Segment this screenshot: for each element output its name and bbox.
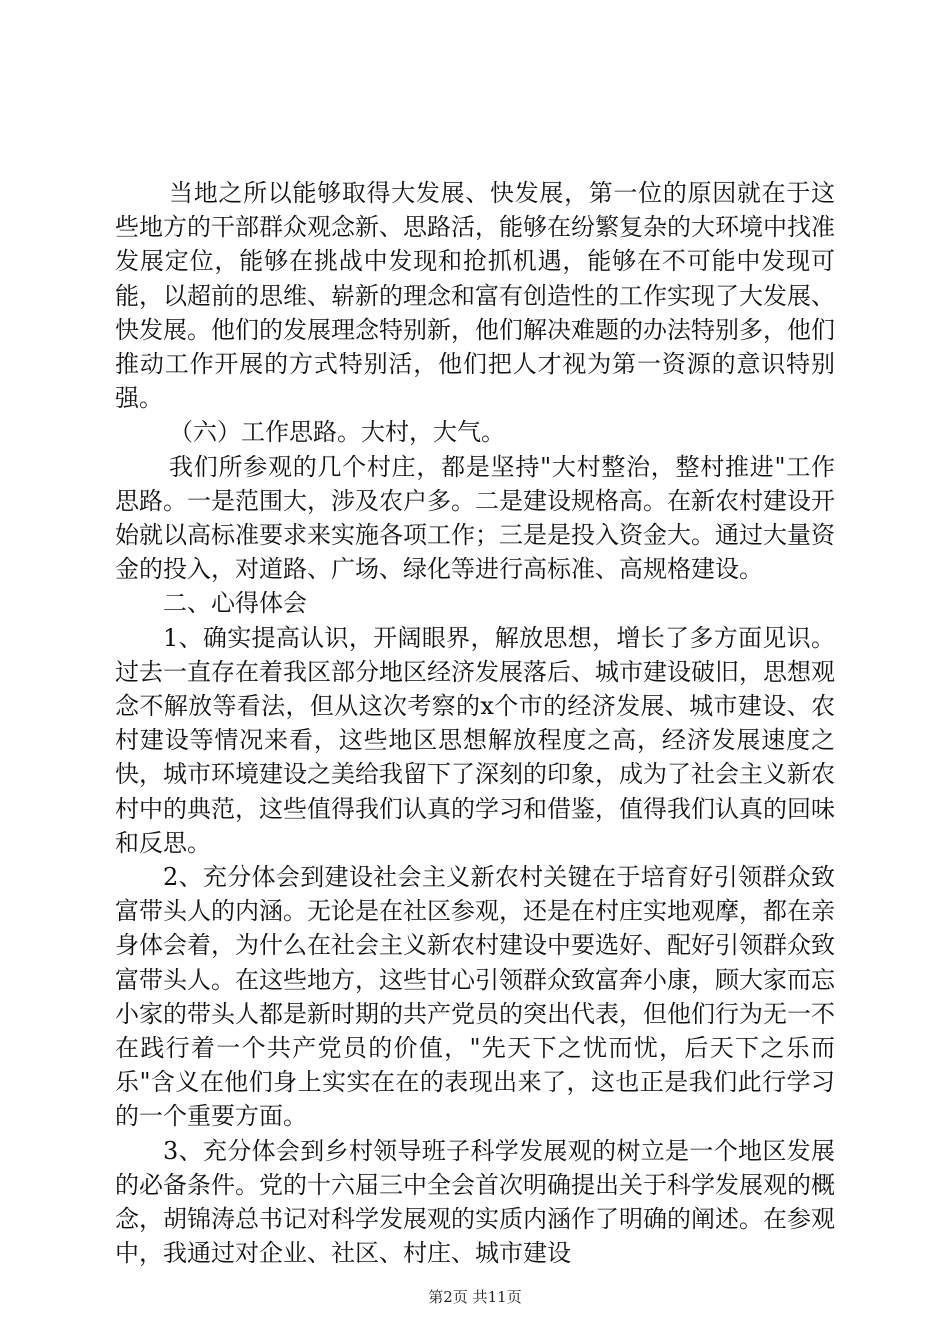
paragraph-development-reasons: 当地之所以能够取得大发展、快发展，第一位的原因就在于这些地方的干部群众观念新、思路活，能够在纷繁复杂的大环境中找准发展定位，能够在挑战中发现和抢抓机遇，能够在不可能中发现可能，以超前的思维、崭新的理念和富有创造性的工作实现了大发展、快发展。他们的发展理念特别新，他们解决难题的办法特别多，他们推动工作开展的方式特别活，他们把人才视为第一资源的意识特别强。: [115, 179, 835, 413]
heading-work-approach: （六）工作思路。大村，大气。: [169, 418, 505, 447]
paragraph-village-renovation: 我们所参观的几个村庄，都是坚持"大村整治，整村推进"工作思路。一是范围大，涉及农户多。二是建设规格高。在新农村建设开始就以高标准要求来实施各项工作；三是是投入资金大。通过大量资金的投入，对道路、广场、绿化等进行高标准、高规格建设。: [115, 452, 835, 584]
paragraph-point-1: 1、确实提高认识，开阔眼界，解放思想，增长了多方面见识。过去一直存在着我区部分地区经济发展落后、城市建设破旧，思想观念不解放等看法，但从这次考察的x个市的经济发展、城市建设、农村建设等情况来看，这些地区思想解放程度之高，经济发展速度之快，城市环境建设之美给我留下了深刻的印象，成为了社会主义新农村中的典范，这些值得我们认真的学习和借鉴，值得我们认真的回味和反思。: [115, 623, 835, 857]
paragraph-point-3: 3、充分体会到乡村领导班子科学发展观的树立是一个地区发展的必备条件。党的十六届三中全会首次明确提出关于科学发展观的概念，胡锦涛总书记对科学发展观的实质内涵作了明确的阐述。在参观中，我通过对企业、社区、村庄、城市建设: [115, 1136, 835, 1268]
document-body: [115, 176, 835, 1271]
heading-experience: 二、心得体会: [163, 589, 307, 618]
page-footer: 第2页 共11页: [428, 1288, 522, 1306]
paragraph-point-2: 2、充分体会到建设社会主义新农村关键在于培育好引领群众致富带头人的内涵。无论是在社区参观，还是在村庄实地观摩，都在亲身体会着，为什么在社会主义新农村建设中要选好、配好引领群众致富带头人。在这些地方，这些甘心引领群众致富奔小康，顾大家而忘小家的带头人都是新时期的共产党员的突出代表，但他们行为无一不在践行着一个共产党员的价值，"先天下之忧而忧，后天下之乐而乐"含义在他们身上实实在在的表现出来了，这也正是我们此行学习的一个重要方面。: [115, 863, 835, 1131]
